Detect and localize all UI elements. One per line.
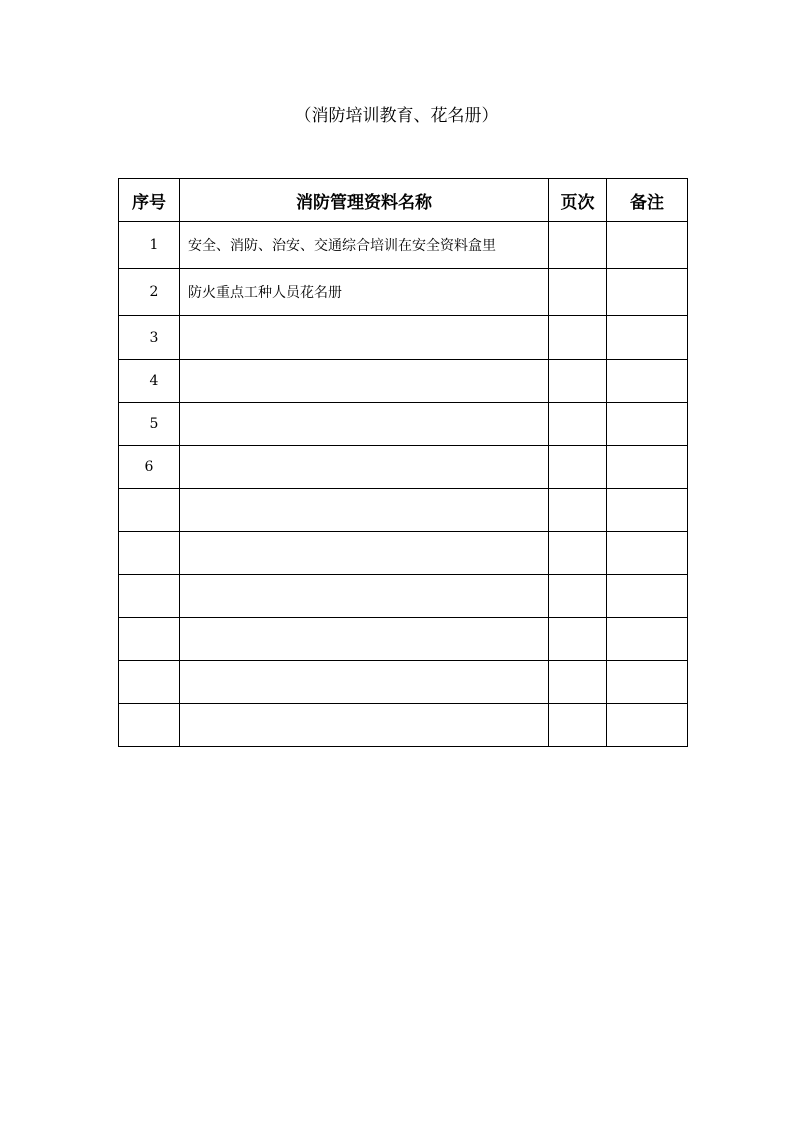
row-document-name <box>180 532 549 575</box>
header-serial-number: 序号 <box>119 179 180 222</box>
table-row <box>119 618 688 661</box>
row-page <box>549 489 607 532</box>
row-note <box>607 618 688 661</box>
table-row <box>119 222 688 269</box>
row-number: 6 <box>119 446 180 489</box>
register-table <box>118 178 688 747</box>
row-note <box>607 661 688 704</box>
row-document-name <box>180 575 549 618</box>
row-document-name <box>180 316 549 360</box>
row-note <box>607 446 688 489</box>
row-document-name <box>180 618 549 661</box>
table-row <box>119 704 688 747</box>
table-row <box>119 489 688 532</box>
document-title: （消防培训教育、花名册） <box>294 106 499 126</box>
row-document-name: 安全、消防、治安、交通综合培训在安全资料盒里 <box>180 222 549 269</box>
row-number <box>119 489 180 532</box>
row-number: 2 <box>119 269 180 316</box>
header-document-name: 消防管理资料名称 <box>180 179 549 222</box>
table-row <box>119 269 688 316</box>
row-page <box>549 316 607 360</box>
row-page <box>549 661 607 704</box>
row-page <box>549 269 607 316</box>
row-number: 4 <box>119 360 180 403</box>
table-row <box>119 403 688 446</box>
row-page <box>549 403 607 446</box>
row-page <box>549 360 607 403</box>
row-page <box>549 446 607 489</box>
row-page <box>549 618 607 661</box>
row-note <box>607 316 688 360</box>
row-number <box>119 661 180 704</box>
row-document-name: 防火重点工种人员花名册 <box>180 269 549 316</box>
row-note <box>607 222 688 269</box>
row-document-name <box>180 403 549 446</box>
row-note <box>607 575 688 618</box>
row-number <box>119 618 180 661</box>
row-number: 5 <box>119 403 180 446</box>
row-page <box>549 575 607 618</box>
row-number: 3 <box>119 316 180 360</box>
header-remarks: 备注 <box>607 179 688 222</box>
table-row <box>119 316 688 360</box>
row-number <box>119 532 180 575</box>
row-document-name <box>180 446 549 489</box>
row-note <box>607 704 688 747</box>
table-row <box>119 661 688 704</box>
row-page <box>549 222 607 269</box>
row-note <box>607 360 688 403</box>
row-page <box>549 704 607 747</box>
row-page <box>549 532 607 575</box>
row-document-name <box>180 489 549 532</box>
table-row <box>119 532 688 575</box>
table-row <box>119 446 688 489</box>
row-note <box>607 489 688 532</box>
row-document-name <box>180 704 549 747</box>
table-row <box>119 575 688 618</box>
row-document-name <box>180 661 549 704</box>
table-header-row <box>119 179 688 222</box>
row-number: 1 <box>119 222 180 269</box>
row-note <box>607 532 688 575</box>
row-note <box>607 403 688 446</box>
header-page-number: 页次 <box>549 179 607 222</box>
row-document-name <box>180 360 549 403</box>
table-row <box>119 360 688 403</box>
row-number <box>119 704 180 747</box>
row-number <box>119 575 180 618</box>
row-note <box>607 269 688 316</box>
